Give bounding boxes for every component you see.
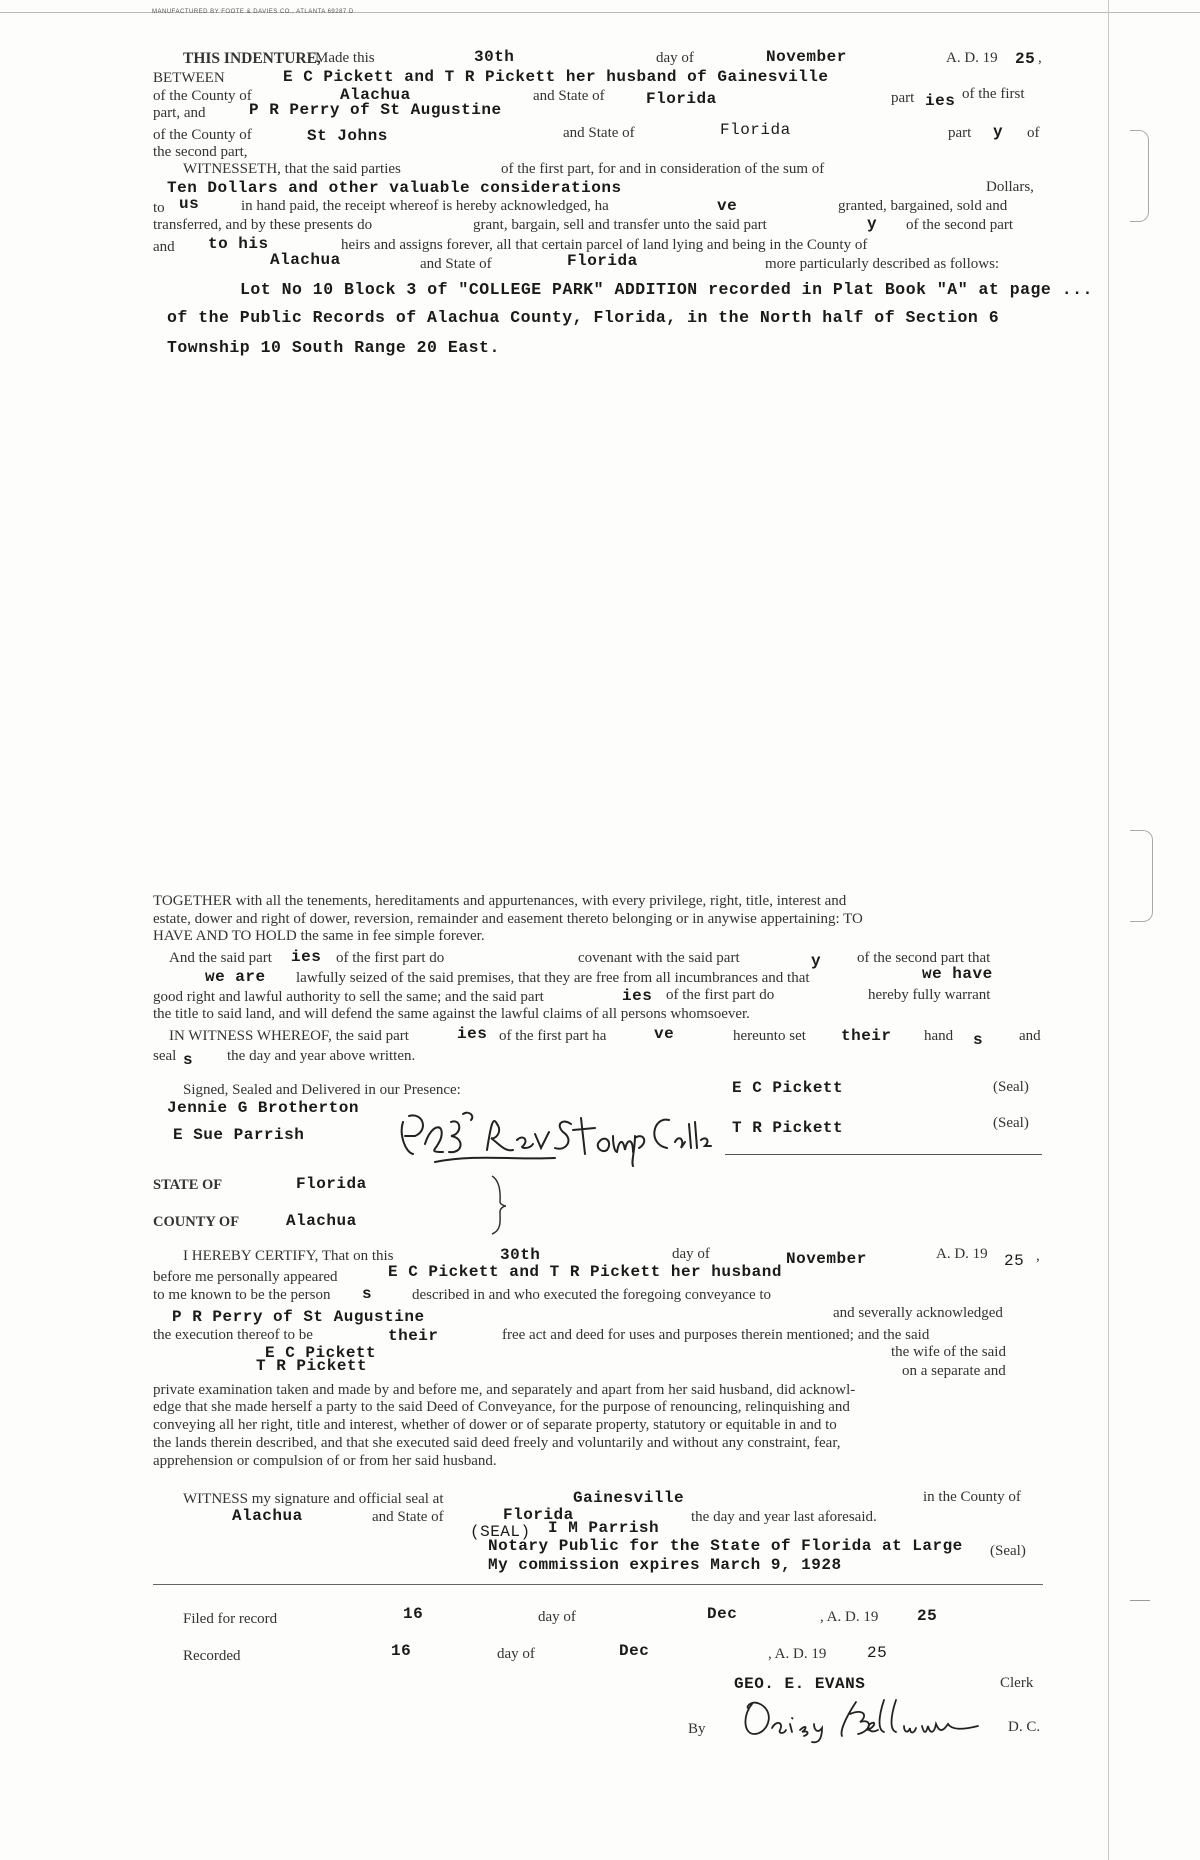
grantee-value: P R Perry of St Augustine (249, 101, 502, 119)
known-described-label: described in and who executed the foregoing conveyance to (412, 1287, 772, 1303)
recorded-label: Recorded (183, 1648, 241, 1664)
ve-value: ve (717, 197, 738, 215)
known-s-value: s (362, 1285, 373, 1303)
grant-label: grant, bargain, sell and transfer unto the said part (473, 217, 767, 233)
ack-paragraph-1: private examination taken and made by and before me, and separately and apart from her said husband, did acknowl- (153, 1382, 856, 1398)
us-value: us (179, 195, 200, 213)
ack-paragraph-4: the lands therein described, and that she executed said deed freely and voluntarily and without any constraint, fear, (153, 1435, 841, 1451)
filed-year-value: 25 (917, 1607, 938, 1625)
rev-stamp-cancelled-handwriting (395, 1104, 715, 1176)
binding-tab-top (1130, 130, 1149, 222)
notary-commission: My commission expires March 9, 1928 (488, 1556, 842, 1574)
granted-label: granted, bargained, sold and (838, 198, 1008, 214)
witness-whereof-and: and (1019, 1028, 1041, 1044)
clerk-name: GEO. E. EVANS (734, 1675, 866, 1693)
grantor-2-name: T R Pickett (732, 1119, 844, 1137)
notary-name: I M Parrish (548, 1519, 660, 1537)
filed-month-value: Dec (707, 1605, 738, 1623)
consideration-value: Ten Dollars and other valuable considerations (167, 179, 622, 197)
binding-mark-bottom (1130, 1600, 1150, 1601)
to-label: to (153, 200, 165, 216)
certify-label: I HEREBY CERTIFY, That on this (183, 1248, 394, 1264)
seal-label-1: (Seal) (993, 1079, 1029, 1095)
heirs-label: heirs and assigns forever, all that certain parcel of land lying and being in the County of (341, 237, 868, 253)
more-particularly-label: more particularly described as follows: (765, 256, 1000, 272)
grantor-1-name: E C Pickett (732, 1079, 844, 1097)
grantor-county-value: Alachua (340, 86, 411, 104)
second-part-label: the second part, (153, 144, 248, 160)
manufacturer-note: MANUFACTURED BY FOOTE & DAVIES CO., ATLANTA 69287 D (152, 9, 354, 15)
witness-whereof-day-year: the day and year above written. (227, 1048, 416, 1064)
ack-grantee-value: P R Perry of St Augustine (172, 1308, 425, 1326)
transferred-label: transferred, and by these presents do (153, 217, 373, 233)
binding-tab-middle (1130, 830, 1153, 922)
covenant-label-a: And the said part (169, 950, 272, 966)
filed-ad-label: , A. D. 19 (820, 1609, 879, 1625)
party-label: part (948, 125, 972, 141)
ack-city-value: Gainesville (573, 1489, 685, 1507)
ack-county2-value: Alachua (232, 1507, 303, 1525)
together-line-2: estate, dower and right of dower, reversion, remainder and easement thereto belonging or in anywise appertaining: TO (153, 911, 863, 927)
clerk-label: Clerk (1000, 1675, 1034, 1691)
signed-sealed-label: Signed, Sealed and Delivered in our Presence: (183, 1082, 461, 1098)
county-of-label-2: of the County of (153, 127, 252, 143)
state-of-label: and State of (533, 88, 605, 104)
description-line-3: Township 10 South Range 20 East. (167, 338, 500, 357)
witnesseth-label: WITNESSETH, that the said parties (183, 161, 401, 177)
dollars-label: Dollars, (986, 179, 1034, 195)
ack-day-value: 30th (500, 1246, 541, 1264)
free-act-label: free act and deed for uses and purposes therein mentioned; and the said (502, 1327, 930, 1343)
ack-month-value: November (786, 1250, 867, 1268)
witness-whereof-ve: ve (654, 1025, 675, 1043)
grantors-value: E C Pickett and T R Pickett her husband of Gainesville (283, 68, 829, 86)
their-value: their (388, 1327, 439, 1345)
right-margin-rule (1108, 0, 1109, 1860)
wife-name-1: E C Pickett (265, 1344, 377, 1362)
recorded-day-of-label: day of (497, 1646, 535, 1662)
grantee-state-value: Florida (720, 121, 791, 139)
and-label: and (153, 239, 175, 255)
consideration-label: of the first part, for and in consideration of the sum of (501, 161, 825, 177)
separate-label: on a separate and (902, 1363, 1006, 1379)
hand-paid-label: in hand paid, the receipt whereof is hereby acknowledged, ha (241, 198, 609, 214)
ack-paragraph-5: apprehension or compulsion of or from her said husband. (153, 1453, 497, 1469)
day-of-label: day of (656, 50, 694, 66)
grantor-state-value: Florida (646, 90, 717, 108)
together-line-1: TOGETHER with all the tenements, hereditaments and appurtenances, with every privilege, right, title, interest and (153, 893, 847, 909)
notary-title: Notary Public for the State of Florida at Large (488, 1537, 963, 1555)
deed-month-value: November (766, 48, 847, 66)
recorded-month-value: Dec (619, 1642, 650, 1660)
witness-whereof-set: hereunto set (733, 1028, 806, 1044)
indenture-heading: THIS INDENTURE, (183, 50, 321, 67)
ad-label: A. D. 19 (946, 50, 998, 66)
of-the-first-label: of the first (962, 86, 1025, 102)
wife-of-label: the wife of the said (891, 1344, 1006, 1360)
covenant-label-d: covenant with the said part (578, 950, 740, 966)
witness-whereof-a: IN WITNESS WHEREOF, the said part (169, 1028, 409, 1044)
state-of-label-3: and State of (420, 256, 492, 272)
witness-2-name: E Sue Parrish (173, 1126, 305, 1144)
ack-paragraph-2: edge that she made herself a party to the said Deed of Conveyance, for the purpose of renouncing, relinquishing and (153, 1399, 850, 1415)
by-label: By (688, 1721, 706, 1737)
recorded-day-value: 16 (391, 1642, 412, 1660)
covenant-we-have: we have (922, 965, 993, 983)
covenant-label-line3-d: hereby fully warrant (868, 987, 991, 1003)
ack-year-value: 25 (1004, 1252, 1025, 1270)
ack-year-comma: , (1036, 1248, 1040, 1264)
county-of-heading: COUNTY OF (153, 1214, 240, 1230)
to-his-value: to his (208, 235, 269, 253)
part-and-label: part, and (153, 105, 206, 121)
covenant-we-are: we are (205, 968, 266, 986)
recorded-year-value: 25 (867, 1644, 888, 1662)
ack-state-of-label: and State of (372, 1509, 444, 1525)
ack-ad-label: A. D. 19 (936, 1246, 988, 1262)
between-label: BETWEEN (153, 70, 225, 86)
covenant-label-line3-c: of the first part do (666, 987, 775, 1003)
state-of-heading: STATE OF (153, 1177, 223, 1193)
y-value: y (867, 215, 878, 233)
parties-suffix: ies (925, 92, 956, 110)
notary-seal-mark: (SEAL) (470, 1523, 531, 1541)
ack-paragraph-3: conveying all her right, title and interest, whether of dower or of separate property, statutory or equitable in and to (153, 1417, 837, 1433)
party-suffix: y (993, 123, 1004, 141)
recorded-ad-label: , A. D. 19 (768, 1646, 827, 1662)
witness-whereof-hand: hand (924, 1028, 954, 1044)
covenant-label-line3: good right and lawful authority to sell the same; and the said part (153, 989, 544, 1005)
filed-day-value: 16 (403, 1605, 424, 1623)
ack-state-value: Florida (296, 1175, 367, 1193)
known-to-me-label: to me known to be the person (153, 1287, 331, 1303)
witness-whereof-s: s (973, 1031, 984, 1049)
witness-signature-label: WITNESS my signature and official seal at (183, 1491, 444, 1507)
year-comma: , (1038, 50, 1042, 66)
witness-1-name: Jennie G Brotherton (167, 1099, 359, 1117)
of-label: of (1027, 125, 1040, 141)
covenant-label-line2: lawfully seized of the said premises, that they are free from all incumbrances and that (296, 970, 810, 986)
land-county-value: Alachua (270, 251, 341, 269)
notary-seal-label: (Seal) (990, 1543, 1026, 1559)
deputy-clerk-signature (738, 1694, 998, 1746)
covenant-ies-1: ies (291, 948, 322, 966)
witness-whereof-seal: seal (153, 1048, 177, 1064)
before-me-label: before me personally appeared (153, 1269, 338, 1285)
ack-day-of-label: day of (672, 1246, 710, 1262)
made-this-label: Made this (315, 50, 375, 66)
witness-whereof-their: their (841, 1027, 892, 1045)
filed-for-record-label: Filed for record (183, 1611, 278, 1627)
description-line-1: Lot No 10 Block 3 of "COLLEGE PARK" ADDITION recorded in Plat Book "A" at page ... (240, 280, 1093, 299)
witness-whereof-ies: ies (457, 1025, 488, 1043)
ack-persons-value: E C Pickett and T R Pickett her husband (388, 1263, 782, 1281)
description-line-2: of the Public Records of Alachua County, Florida, in the North half of Section 6 (167, 308, 1000, 327)
grantor-signature-line (725, 1154, 1042, 1155)
state-of-label-2: and State of (563, 125, 635, 141)
together-line-3: HAVE AND TO HOLD the same in fee simple forever. (153, 928, 485, 944)
execution-label: the execution thereof to be (153, 1327, 313, 1343)
dc-label: D. C. (1008, 1719, 1041, 1735)
in-county-of-label: in the County of (923, 1489, 1021, 1505)
filing-divider (153, 1584, 1043, 1585)
covenant-ies-2: ies (622, 987, 653, 1005)
grantee-county-value: St Johns (307, 127, 388, 145)
second-part-label-2: of the second part (906, 217, 1014, 233)
parties-label: part (891, 90, 915, 106)
ack-state2-value: Florida (503, 1506, 574, 1524)
covenant-label-c: of the first part do (336, 950, 445, 966)
witness-whereof-c: of the first part ha (499, 1028, 607, 1044)
covenant-label-line4: the title to said land, and will defend the same against the lawful claims of all persons whomsoever. (153, 1006, 750, 1022)
last-aforesaid-label: the day and year last aforesaid. (691, 1509, 877, 1525)
seal-label-2: (Seal) (993, 1115, 1029, 1131)
deed-year-value: 25 (1015, 50, 1036, 68)
witness-whereof-seal-s: s (183, 1051, 194, 1069)
covenant-y: y (811, 952, 822, 970)
land-state-value: Florida (567, 252, 638, 270)
ack-county-value: Alachua (286, 1212, 357, 1230)
filed-day-of-label: day of (538, 1609, 576, 1625)
deed-day-value: 30th (474, 48, 515, 66)
severally-label: and severally acknowledged (833, 1305, 1003, 1321)
wife-name-2: T R Pickett (256, 1357, 368, 1375)
covenant-label-f: of the second part that (857, 950, 991, 966)
brace-icon (488, 1172, 512, 1238)
county-of-label: of the County of (153, 88, 252, 104)
